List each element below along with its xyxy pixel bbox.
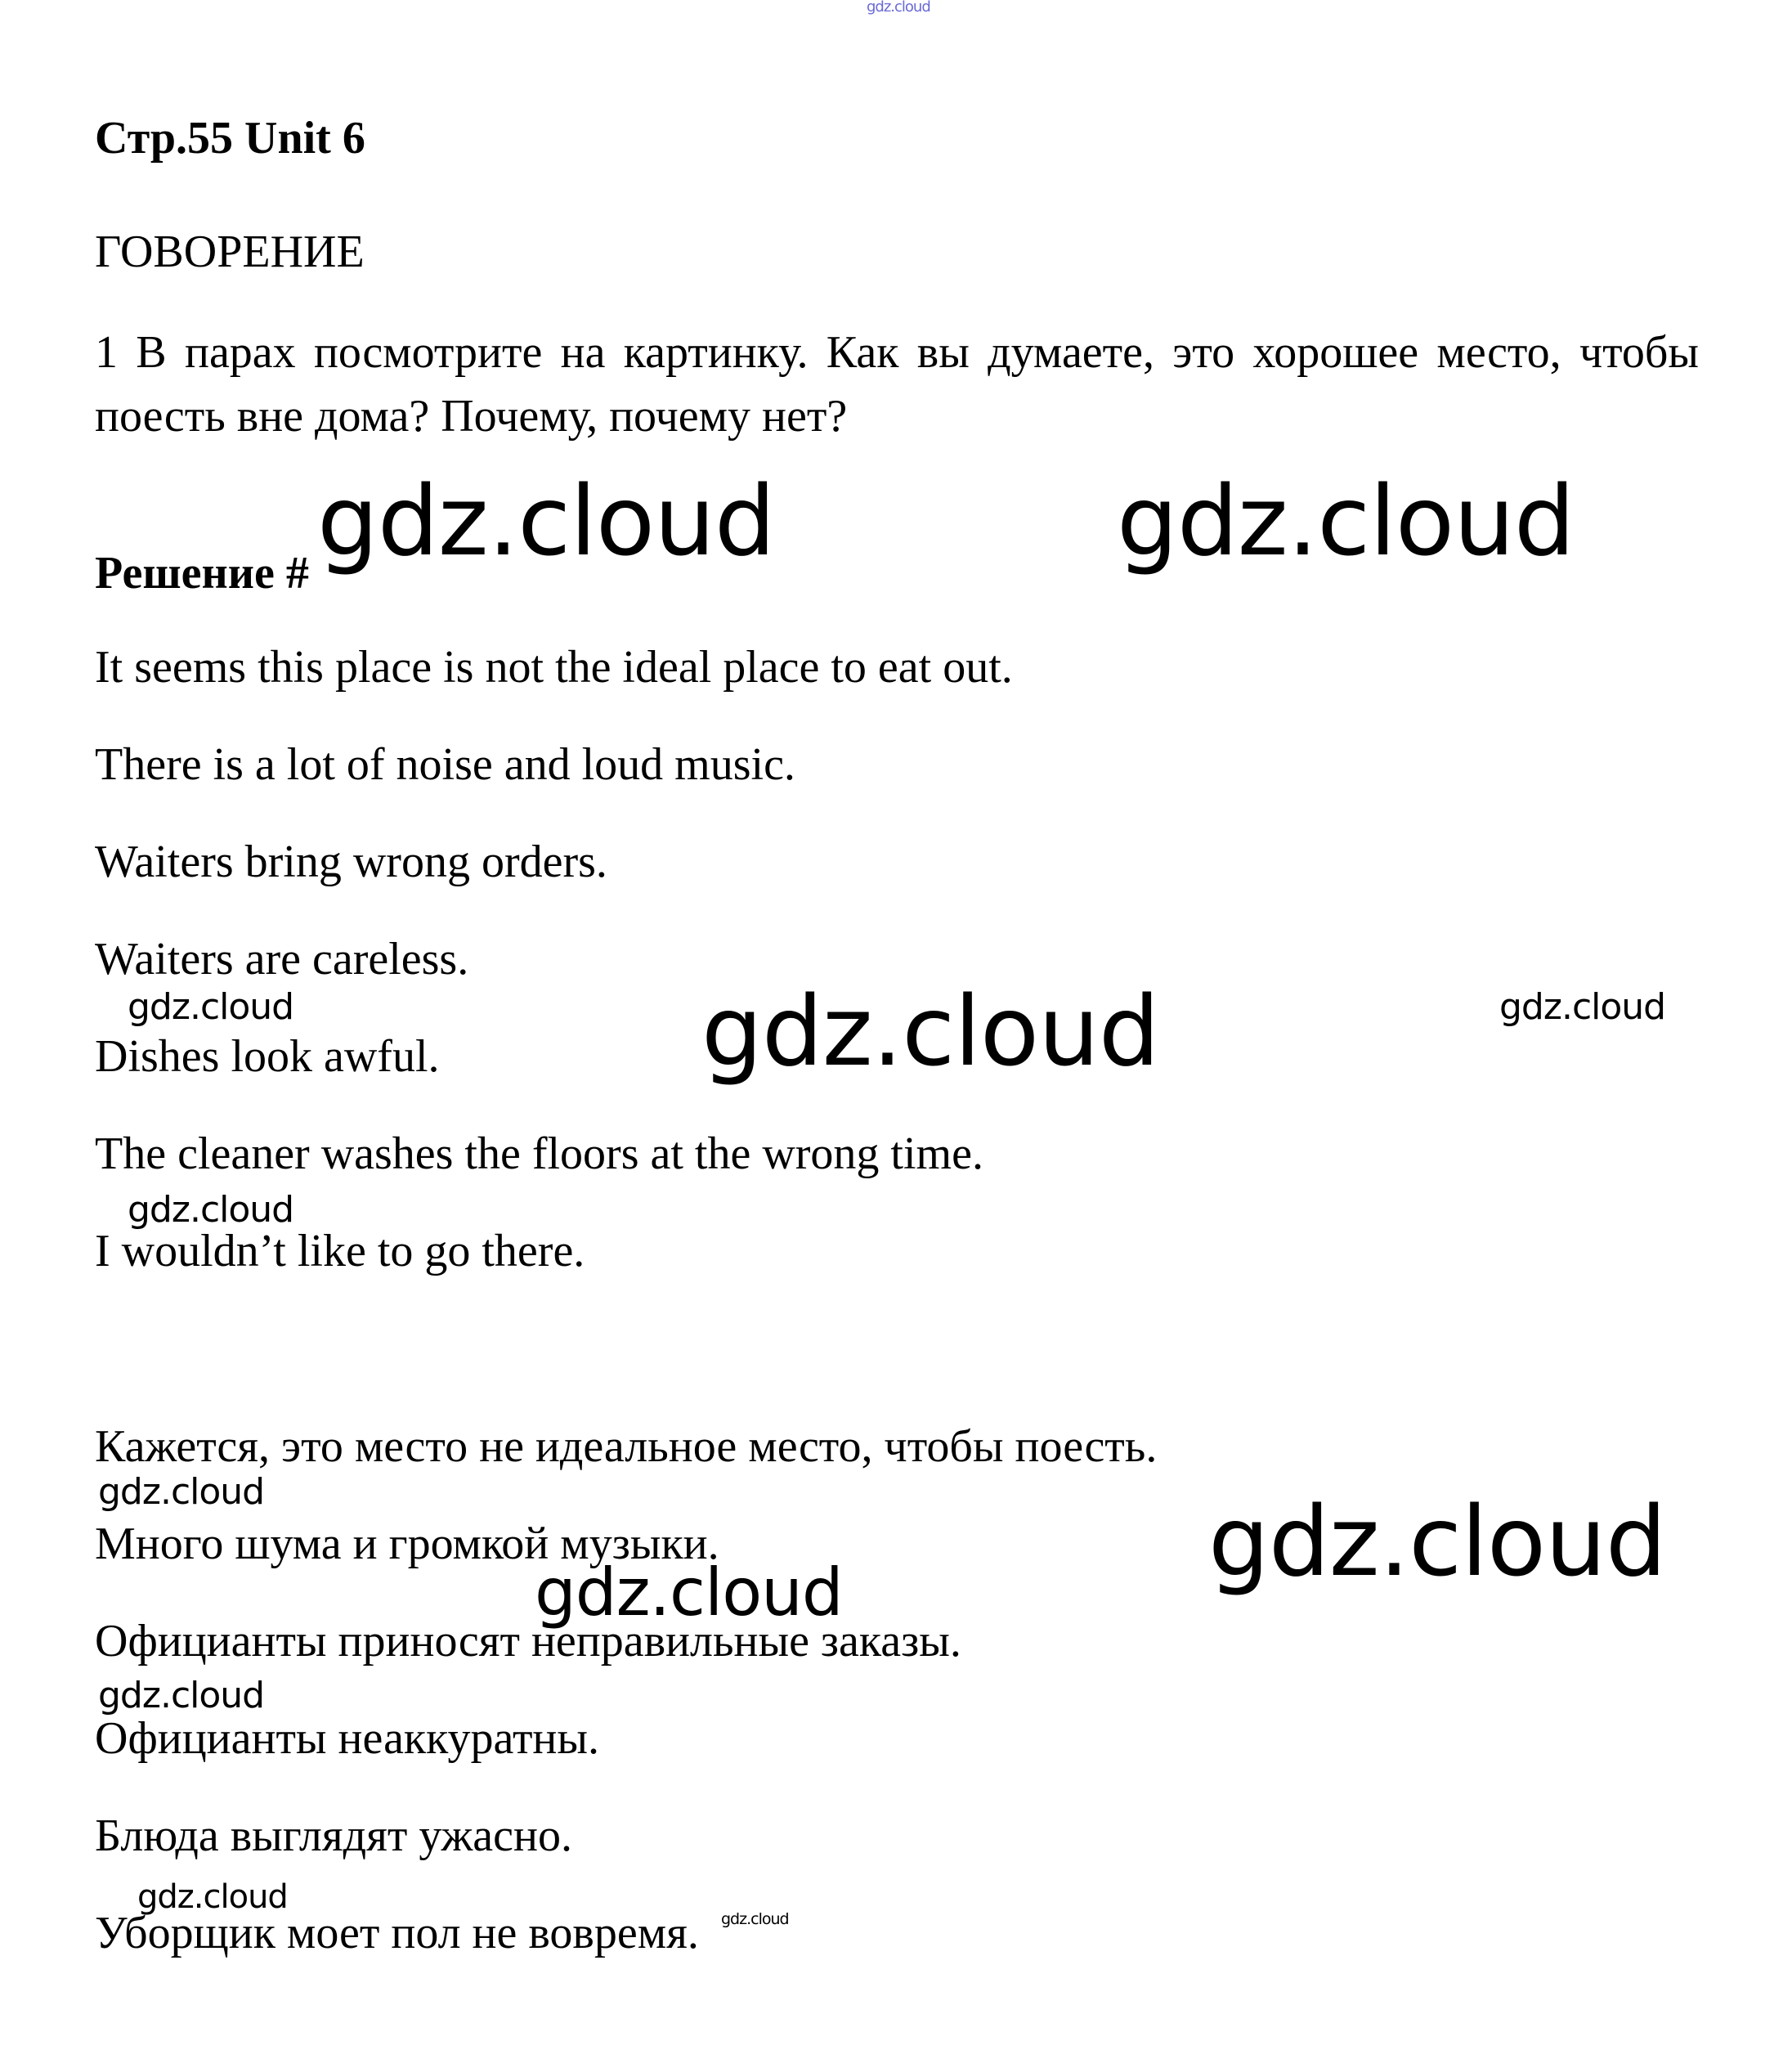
- russian-line: Официанты неаккуратны.: [95, 1713, 600, 1764]
- english-line: The cleaner washes the floors at the wrong time.: [95, 1128, 983, 1179]
- russian-line: Официанты приносят неправильные заказы.: [95, 1616, 961, 1666]
- watermark: gdz.cloud: [128, 1189, 294, 1231]
- watermark: gdz.cloud: [721, 1910, 789, 1928]
- watermark: gdz.cloud: [701, 975, 1159, 1088]
- english-line: I wouldn’t like to go there.: [95, 1226, 585, 1276]
- watermark: gdz.cloud: [1117, 464, 1575, 577]
- task-text: 1 В парах посмотрите на картинку. Как вы думаете, это хорошее место, чтобы поесть вне дома? Почему, почему нет?: [95, 327, 1699, 442]
- english-line: Waiters bring wrong orders.: [95, 837, 607, 887]
- watermark: gdz.cloud: [535, 1554, 843, 1631]
- english-line: Dishes look awful.: [95, 1031, 440, 1082]
- russian-line: Много шума и громкой музыки.: [95, 1518, 719, 1569]
- watermark: gdz.cloud: [317, 464, 775, 577]
- english-line: There is a lot of noise and loud music.: [95, 739, 795, 790]
- watermark: gdz.cloud: [98, 1471, 265, 1513]
- english-line: Waiters are careless.: [95, 934, 469, 985]
- watermark: gdz.cloud: [98, 1675, 265, 1716]
- watermark: gdz.cloud: [1208, 1485, 1666, 1598]
- watermark: gdz.cloud: [1499, 986, 1666, 1028]
- watermark: gdz.cloud: [128, 986, 294, 1028]
- watermark: gdz.cloud: [867, 0, 930, 16]
- russian-line: Блюда выглядят ужасно.: [95, 1810, 572, 1861]
- russian-line: Кажется, это место не идеальное место, чтобы поесть.: [95, 1421, 1158, 1472]
- page-heading: Стр.55 Unit 6: [95, 113, 365, 164]
- watermark: gdz.cloud: [137, 1878, 288, 1916]
- section-title: ГОВОРЕНИЕ: [95, 227, 365, 277]
- english-line: It seems this place is not the ideal place to eat out.: [95, 642, 1013, 693]
- russian-line: Уборщик моет пол не вовремя.: [95, 1908, 699, 1958]
- solution-label: Решение #: [95, 548, 309, 599]
